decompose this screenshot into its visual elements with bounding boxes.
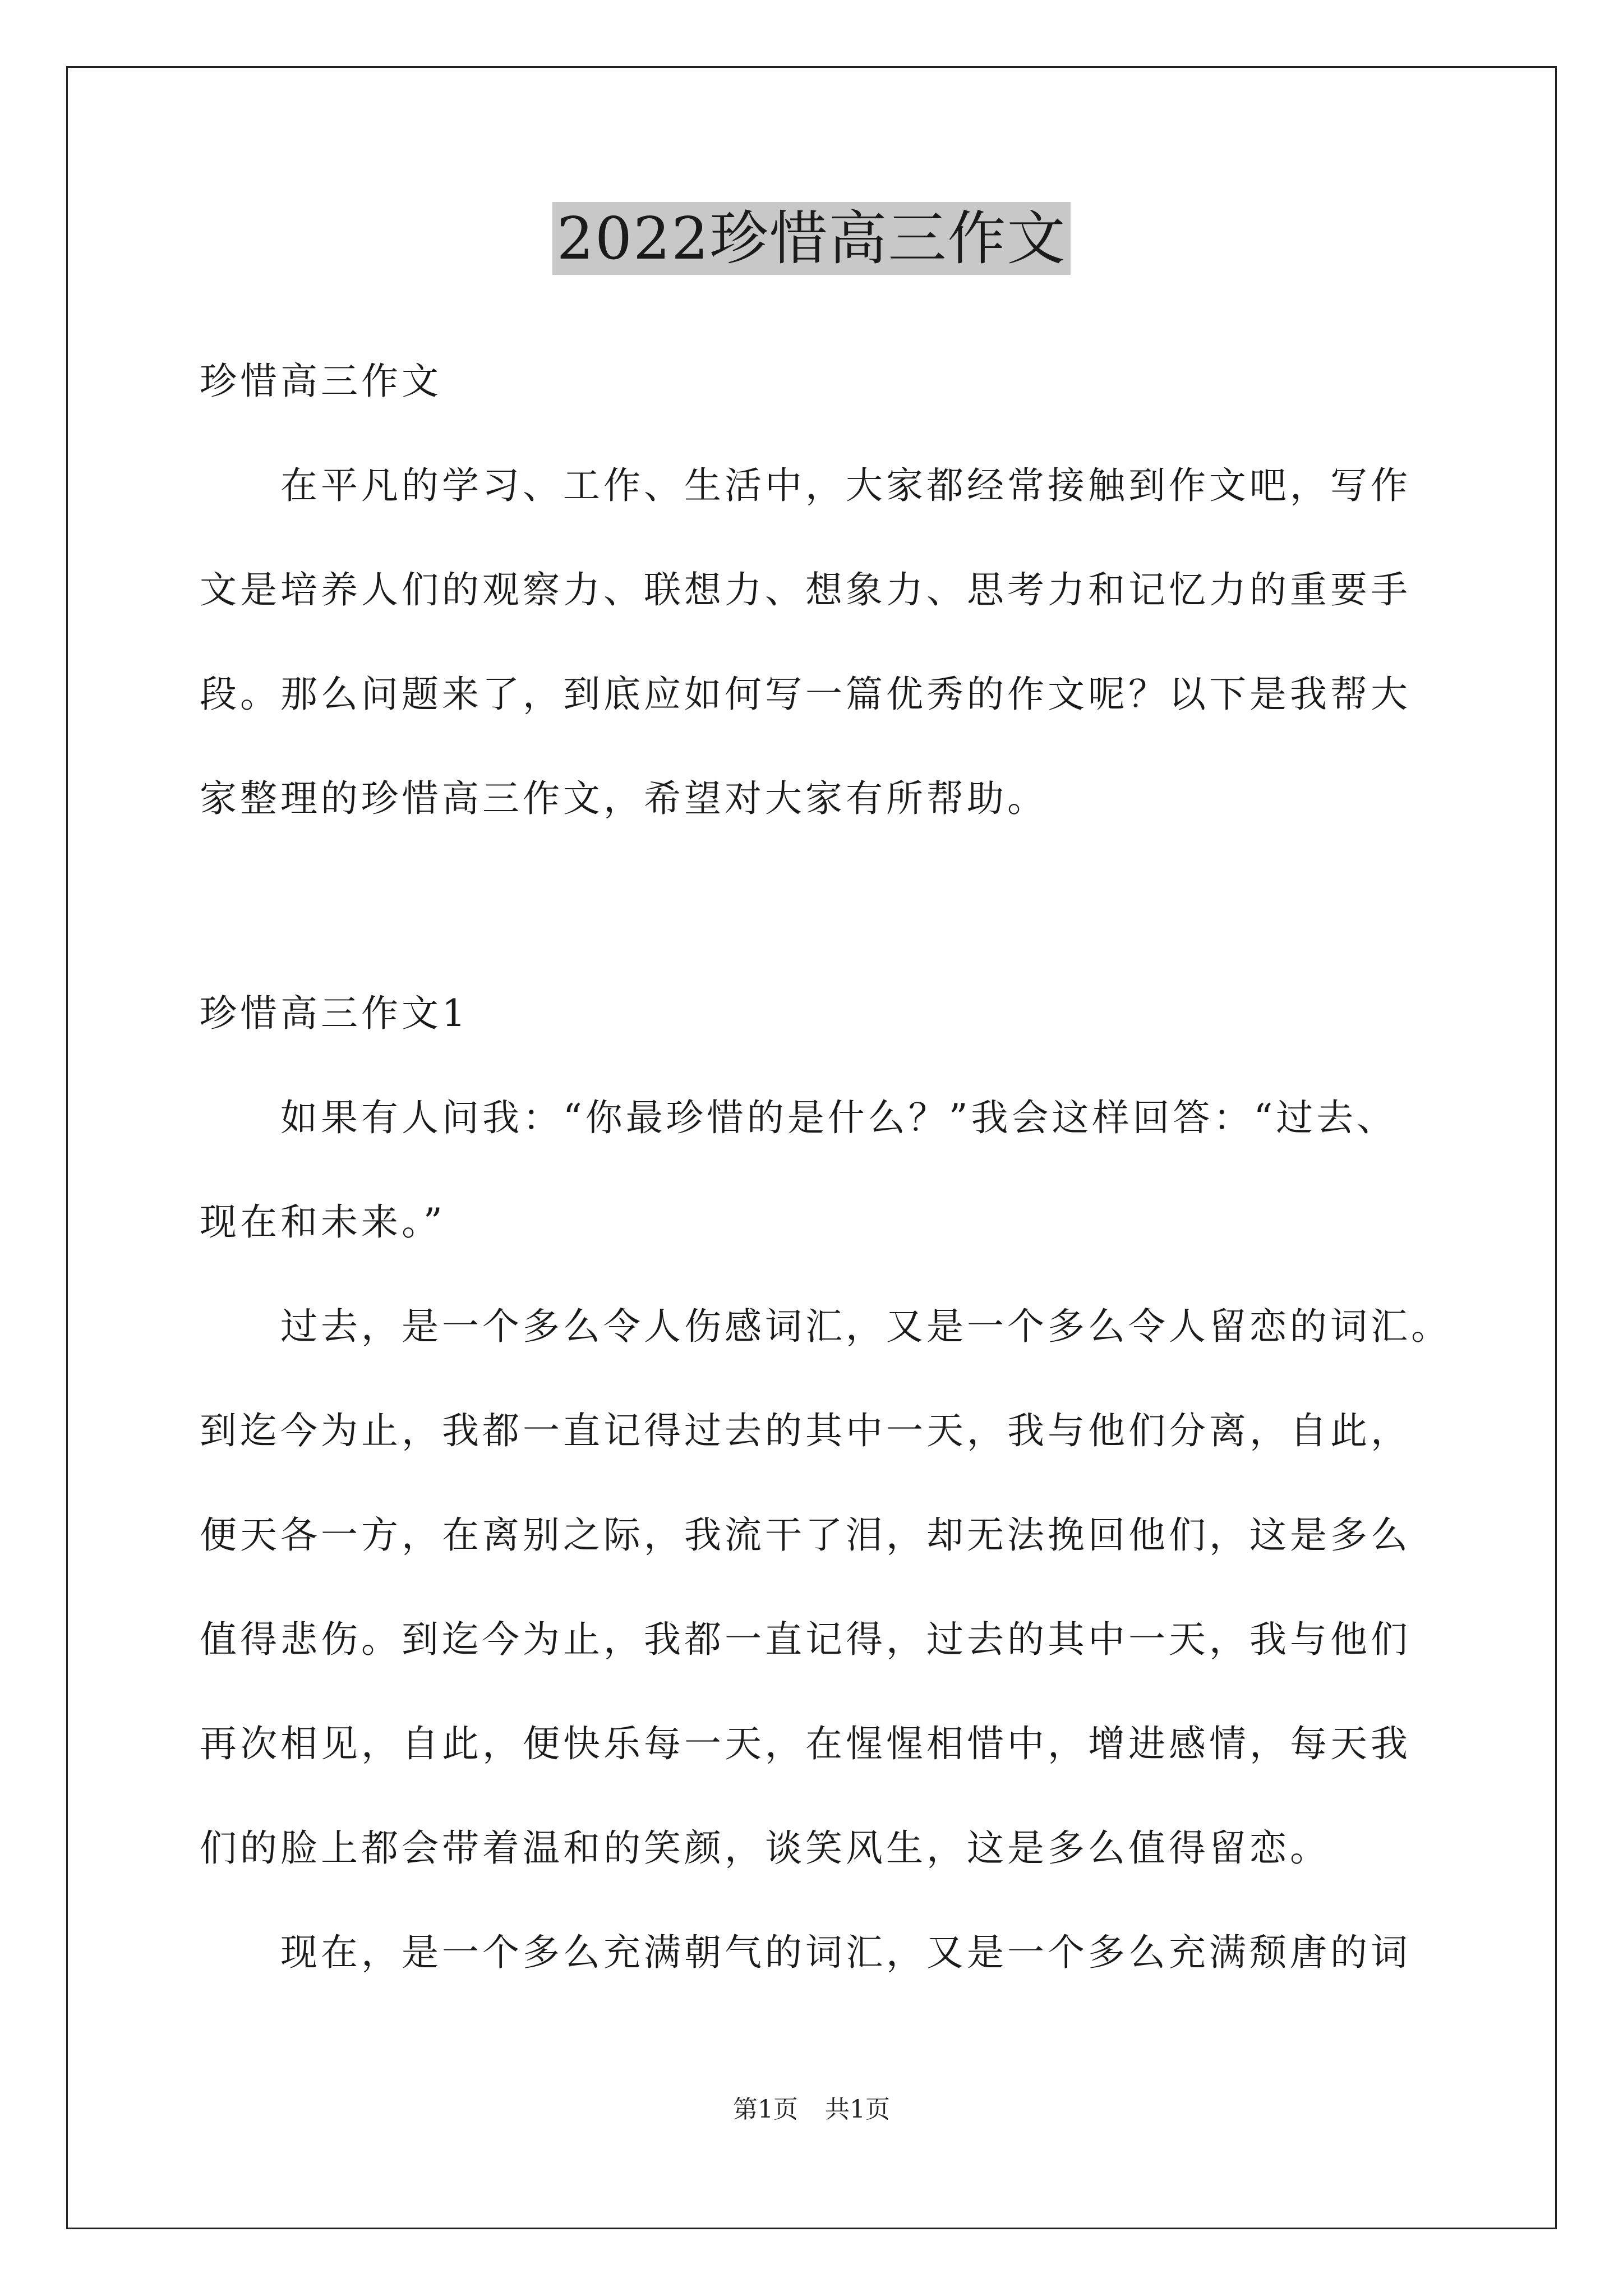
paragraph-line: 段。那么问题来了，到底应如何写一篇优秀的作文呢？以下是我帮大 [200, 673, 1411, 716]
page-footer [0, 2094, 1623, 2125]
document-title [0, 202, 1623, 275]
paragraph-line: 值得悲伤。到迄今为止，我都一直记得，过去的其中一天，我与他们 [200, 1618, 1411, 1661]
section-heading: 珍惜高三作文1 [200, 992, 469, 1035]
paragraph-line: 文是培养人们的观察力、联想力、想象力、思考力和记忆力的重要手 [200, 568, 1411, 611]
paragraph-line: 现在，是一个多么充满朝气的词汇，又是一个多么充满颓唐的词 [280, 1931, 1411, 1974]
paragraph-line: 如果有人问我：“你最珍惜的是什么？”我会这样回答：“过去、 [280, 1096, 1398, 1139]
paragraph-line: 再次相见，自此，便快乐每一天，在惺惺相惜中，增进感情，每天我 [200, 1722, 1411, 1765]
page-number: 第1页 [733, 2095, 798, 2124]
paragraph-line: 在平凡的学习、工作、生活中，大家都经常接触到作文吧，写作 [280, 464, 1411, 507]
paragraph-line: 现在和未来。” [200, 1200, 446, 1244]
paragraph-line: 家整理的珍惜高三作文，希望对大家有所帮助。 [200, 777, 1048, 820]
paragraph-line: 到迄今为止，我都一直记得过去的其中一天，我与他们分离，自此， [200, 1409, 1411, 1452]
page-total: 共1页 [825, 2095, 890, 2124]
paragraph-line: 们的脸上都会带着温和的笑颜，谈笑风生，这是多么值得留恋。 [200, 1826, 1330, 1870]
section-heading: 珍惜高三作文 [200, 360, 442, 403]
document-title-text: 2022珍惜高三作文 [552, 202, 1071, 275]
paragraph-line: 过去，是一个多么令人伤感词汇，又是一个多么令人留恋的词汇。 [280, 1305, 1451, 1348]
paragraph-line: 便天各一方，在离别之际，我流干了泪，却无法挽回他们，这是多么 [200, 1513, 1411, 1557]
